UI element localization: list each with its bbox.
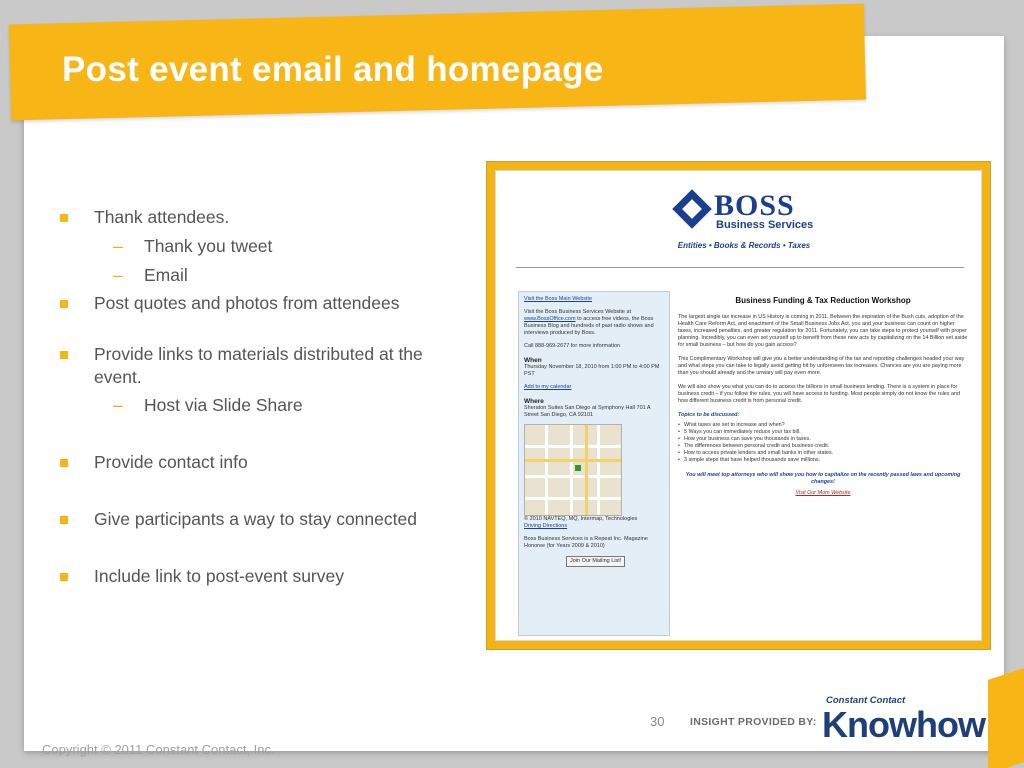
bullet-square-icon xyxy=(60,459,68,467)
map-pin-icon xyxy=(575,465,581,471)
sub-bullet-text: Thank you tweet xyxy=(144,236,273,256)
sub-bullet-item xyxy=(60,235,460,258)
map-image[interactable] xyxy=(524,424,622,516)
dash-icon: – xyxy=(113,265,123,285)
bullet-text: Post quotes and photos from attendees xyxy=(94,293,400,313)
topic-item: • How your business can save you thousands in taxes. xyxy=(678,436,968,443)
body-paragraph: We will also show you what you can do to access the billions in small business lending. There is a system in place for business credit – if you follow the rules, you will have access to funding. Most people simply do not know the rules and how different business credit is from personal credit. xyxy=(678,384,960,404)
bullet-item xyxy=(60,292,460,315)
intro-text xyxy=(524,309,664,337)
bullet-square-icon xyxy=(60,351,68,359)
honoree-text: Boss Business Services is a Repeat Inc. Magazine Honoree (for Years 2009 & 2010) xyxy=(524,536,648,549)
bullet-square-icon xyxy=(60,214,68,222)
corner-tab xyxy=(988,668,1024,768)
when-heading: When xyxy=(524,357,542,364)
bullet-text: Provide contact info xyxy=(94,452,248,472)
bullet-text: Give participants a way to stay connected xyxy=(94,509,417,529)
body-paragraph: The largest single tax increase in US History is coming in 2011. Between the expiration of the Bush cuts, adoption of the Health Care Reform Act, and enactment of the Small Business Jobs Act, you and your business can count on higher taxes, increased penalties, and greater regulation for 2011. Fortunately, you can take steps to protect yourself with proper planning. Incredibly, you can even set yourself up to benefit from these new acts by capitalizing on the 14 Billion set aside for small business – but how do you gain access? xyxy=(678,314,968,348)
driving-directions-link[interactable]: Driving Directions xyxy=(524,523,568,529)
boss-tagline: Entities • Books & Records • Taxes xyxy=(677,241,811,250)
topic-item: • What taxes are set to increase and when? xyxy=(678,422,968,429)
body-paragraph: This Complimentary Workshop will give you a better understanding of the tax and reporting challenges headed your way and what steps you can take to legally avoid getting hit by unforeseen tax increases. Chances are you are paying more than you should already and the unwary will pay even more. xyxy=(678,356,965,376)
join-mailing-list-button[interactable]: Join Our Mailing List! xyxy=(566,556,625,567)
sub-bullet-text: Host via Slide Share xyxy=(144,395,303,415)
bossoffice-link[interactable]: www.BossOffice.com xyxy=(524,316,576,322)
bullet-square-icon xyxy=(60,573,68,581)
call-text: Call 888-969-2677 for more information xyxy=(524,343,620,349)
bullet-item xyxy=(60,508,460,531)
bullet-item xyxy=(60,206,460,229)
bullet-square-icon xyxy=(60,516,68,524)
where-heading: Where xyxy=(524,398,544,405)
boss-logo xyxy=(674,189,814,237)
bullet-item xyxy=(60,343,460,389)
email-body xyxy=(678,297,968,497)
intro-prefix: Visit the Boss Business Services Website at xyxy=(524,309,632,315)
dash-icon: – xyxy=(113,236,123,256)
bullet-item xyxy=(60,565,460,588)
slide-title: Post event email and homepage xyxy=(62,50,604,89)
dash-icon: – xyxy=(113,395,123,415)
topic-item: • How to access private lenders and small banks in other states. xyxy=(678,450,968,457)
page-number: 30 xyxy=(650,714,665,729)
bullet-text: Thank attendees. xyxy=(94,207,230,227)
bullet-item xyxy=(60,451,460,474)
mom-website-link[interactable]: Visit Our Mom Website xyxy=(795,490,851,496)
sub-bullet-item xyxy=(60,394,460,417)
add-calendar-link[interactable]: Add to my calendar xyxy=(524,384,572,390)
map-credit: © 2010 NAVTEQ, MQ, Intermap, Technologies xyxy=(524,516,638,522)
main-website-link[interactable]: Visit the Boss Main Website xyxy=(524,296,592,302)
where-text: Sheraton Suites San Diego at Symphony Hall 701 A Street San Diego, CA 92101 xyxy=(524,405,651,418)
bullet-list xyxy=(60,206,460,588)
email-screenshot-frame xyxy=(486,161,991,650)
divider xyxy=(516,267,964,268)
topic-item: • 5 Ways you can immediately reduce your tax bill. xyxy=(678,429,968,436)
boss-logo-word: BOSS xyxy=(714,189,795,222)
sub-bullet-item xyxy=(60,264,460,287)
sub-bullet-text: Email xyxy=(144,265,188,285)
topic-item: • 3 simple steps that have helped thousands save millions. xyxy=(678,457,968,464)
topic-item: • The differences between personal credit and business credit. xyxy=(678,443,968,450)
knowhow-logo: Knowhow xyxy=(822,704,985,745)
insight-label: INSIGHT PROVIDED BY: xyxy=(690,716,817,728)
bullet-text: Include link to post-event survey xyxy=(94,566,344,586)
topics-list xyxy=(678,422,968,464)
constant-contact-logo-text: Constant Contact xyxy=(826,695,906,706)
bullet-square-icon xyxy=(60,300,68,308)
email-screenshot xyxy=(495,170,982,641)
email-sidebar xyxy=(518,291,670,636)
bullet-text: Provide links to materials distributed at the event. xyxy=(94,344,423,387)
copyright: Copyright © 2011 Constant Contact, Inc. xyxy=(42,742,275,757)
boss-logo-sub: Business Services xyxy=(716,219,814,231)
cta-text: You will meet top attorneys who will show you how to capitalize on the recently passed laws and upcoming changes! xyxy=(685,472,961,485)
when-text: Thursday November 18, 2010 from 1:00 PM to 4:00 PM PST xyxy=(524,364,660,377)
intro-suffix: to access free videos, the Boss Business Blog and hundreds of past radio shows and interviews produced by Boss. xyxy=(524,316,654,336)
boss-diamond-icon xyxy=(672,189,712,229)
workshop-heading: Business Funding & Tax Reduction Workshop xyxy=(735,296,911,305)
topics-heading: Topics to be discussed: xyxy=(678,412,740,418)
